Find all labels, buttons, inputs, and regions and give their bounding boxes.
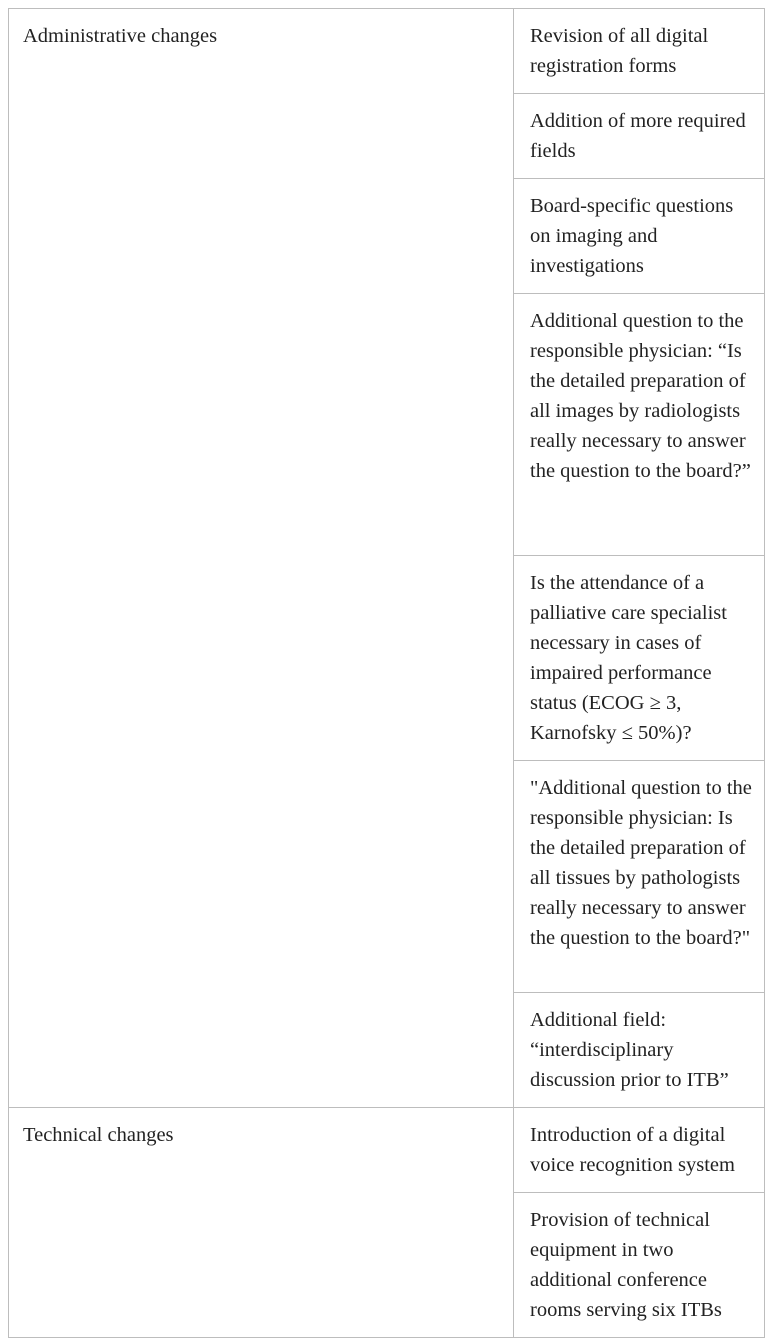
change-item-cell: "Additional question to the responsible physician: Is the detailed preparation of all tissues by pathologists really necessary to answer the question to the board?" — [514, 761, 765, 993]
change-item-cell: Revision of all digital registration forms — [514, 9, 765, 94]
change-item-cell: Board-specific questions on imaging and investigations — [514, 179, 765, 294]
category-cell-technical: Technical changes — [9, 1108, 514, 1338]
change-item-cell: Introduction of a digital voice recognition system — [514, 1108, 765, 1193]
change-item-cell: Additional field: “interdisciplinary discussion prior to ITB” — [514, 993, 765, 1108]
table-row — [9, 1108, 765, 1193]
change-item-cell: Additional question to the responsible physician: “Is the detailed preparation of all images by radiologists really necessary to answer the question to the board?” — [514, 294, 765, 556]
category-cell-administrative: Administrative changes — [9, 9, 514, 1108]
change-item-cell: Provision of technical equipment in two additional conference rooms serving six ITBs — [514, 1193, 765, 1338]
table-row — [9, 9, 765, 94]
change-item-cell: Addition of more required fields — [514, 94, 765, 179]
changes-table — [8, 8, 765, 1338]
change-item-cell: Is the attendance of a palliative care specialist necessary in cases of impaired performance status (ECOG ≥ 3, Karnofsky ≤ 50%)? — [514, 556, 765, 761]
